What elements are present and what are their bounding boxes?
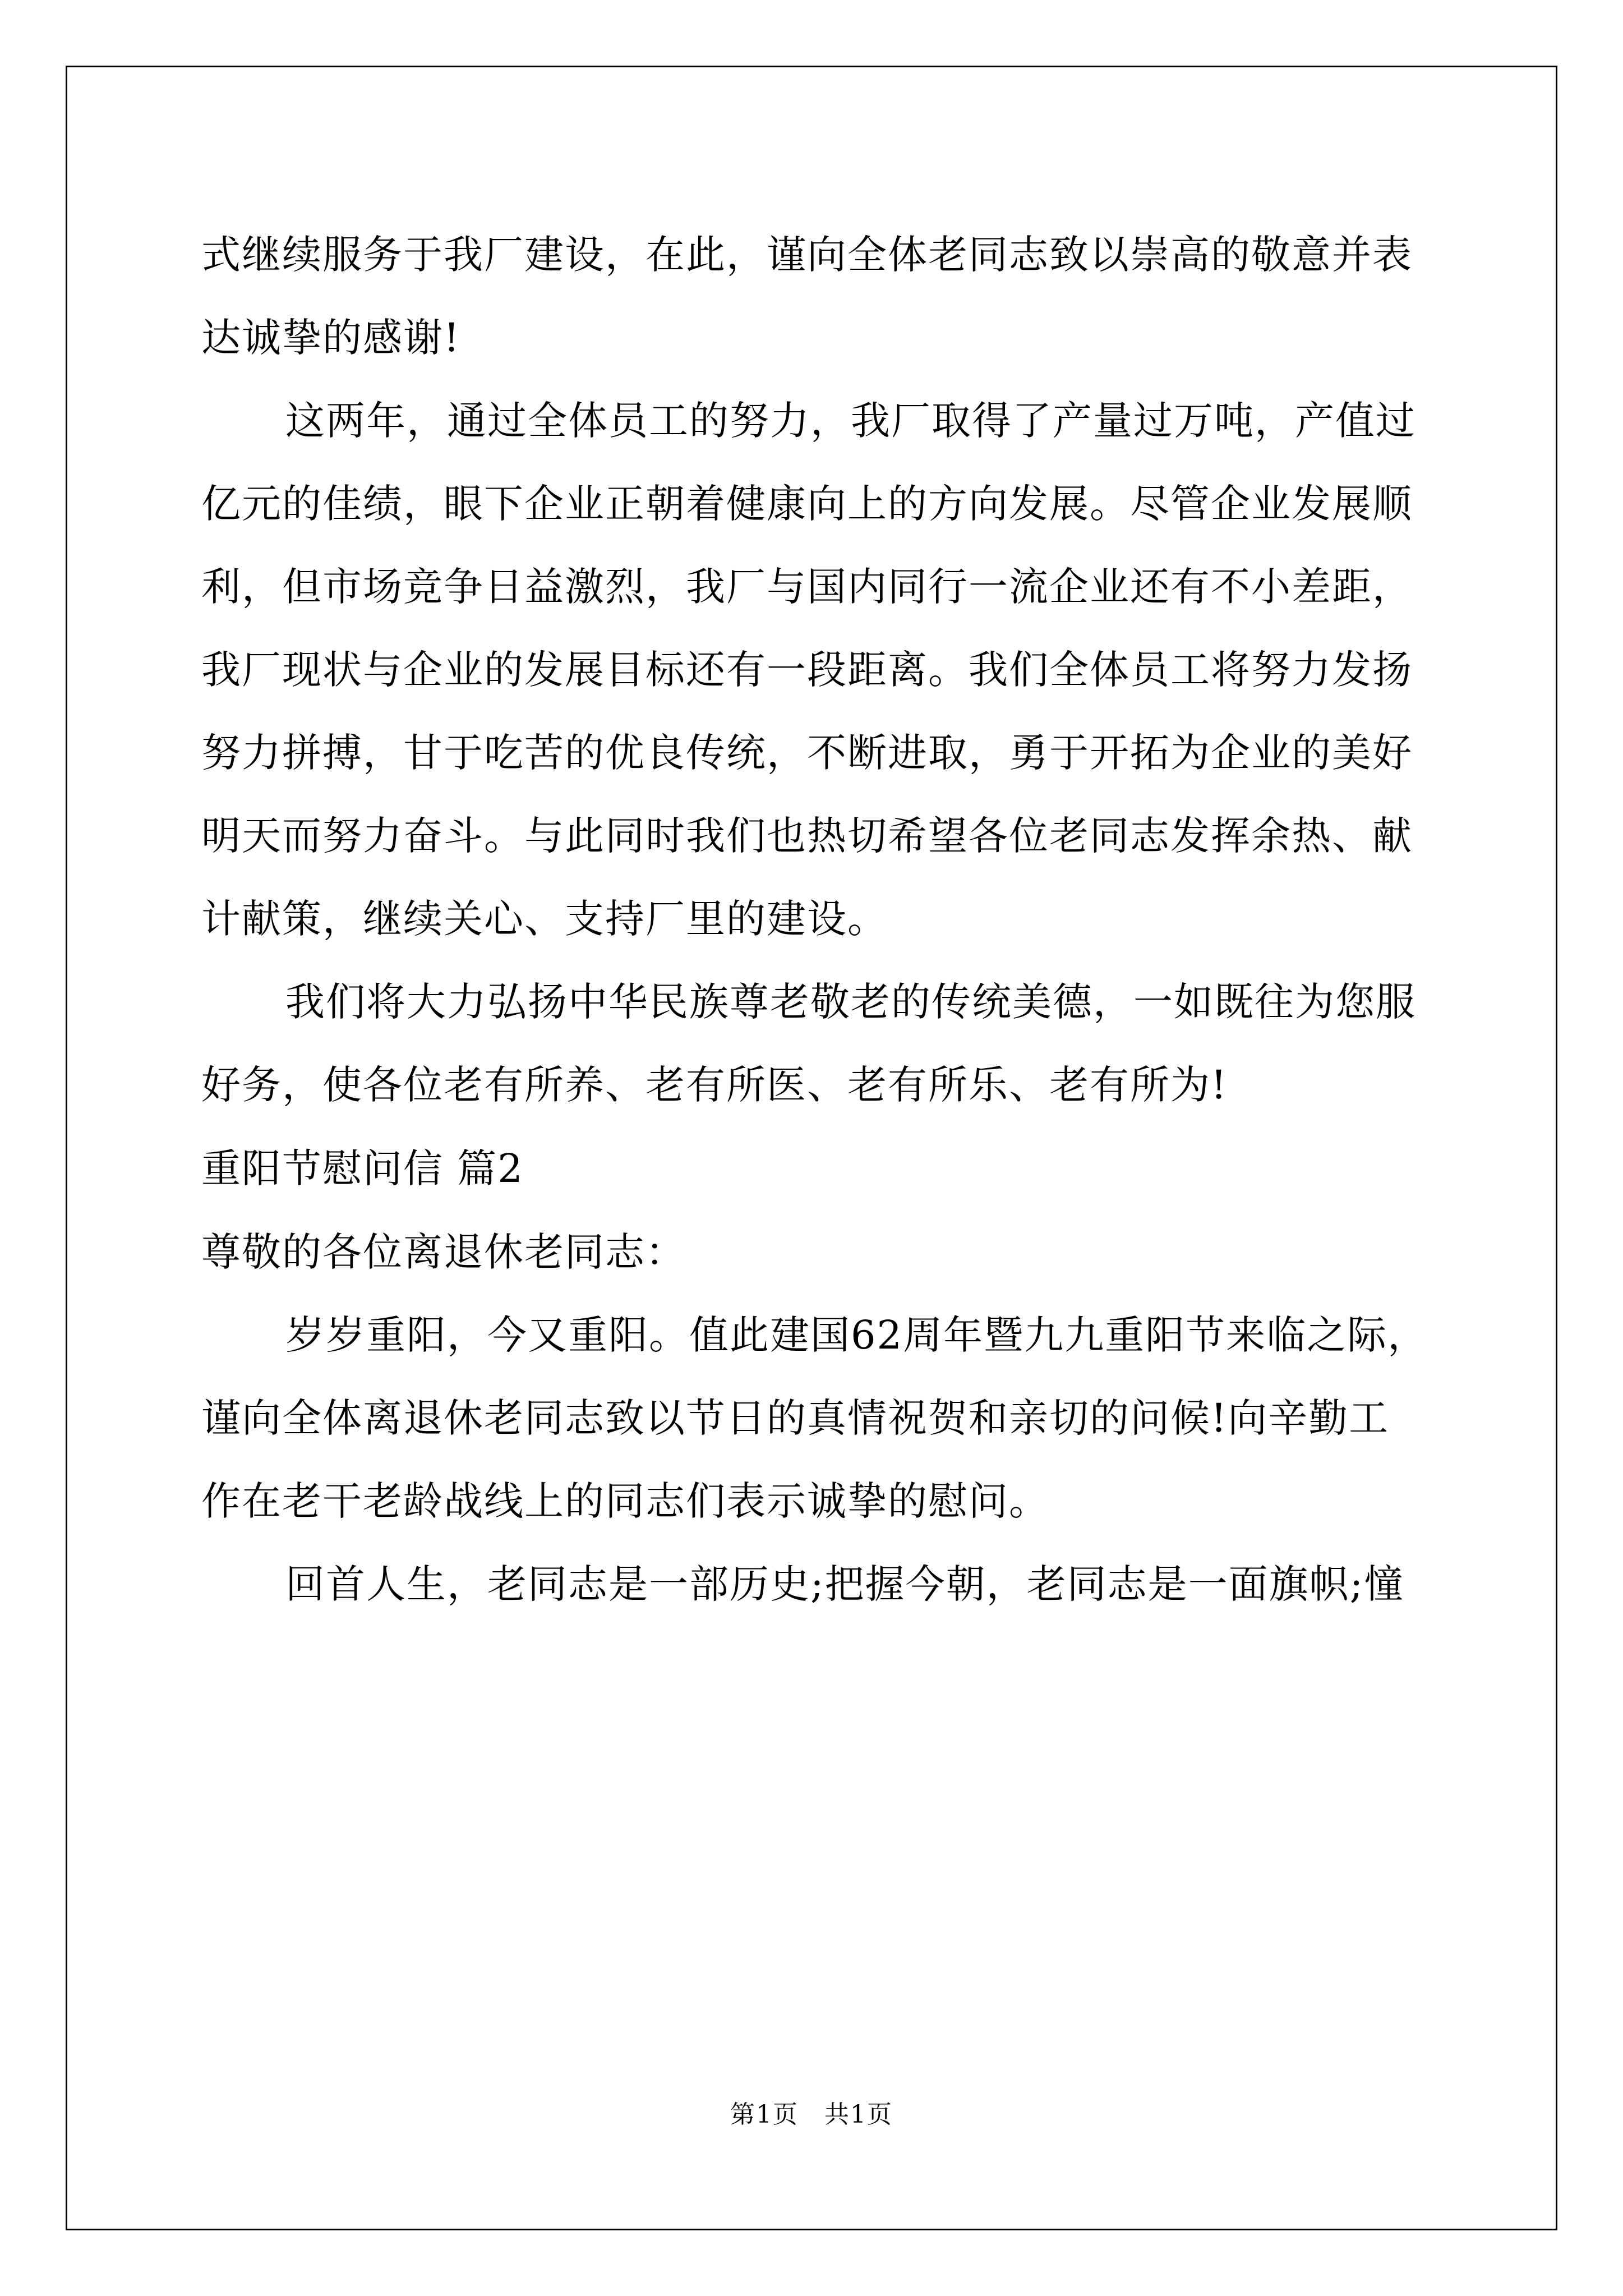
body-line: 我厂现状与企业的发展目标还有一段距离。我们全体员工将努力发扬 — [201, 647, 1413, 693]
body-line: 式继续服务于我厂建设，在此，谨向全体老同志致以崇高的敬意并表 — [201, 232, 1413, 278]
body-line: 亿元的佳绩，眼下企业正朝着健康向上的方向发展。尽管企业发展顺 — [201, 481, 1413, 527]
paragraph-first-line: 这两年，通过全体员工的努力，我厂取得了产量过万吨，产值过 — [285, 398, 1416, 444]
body-line: 谨向全体离退休老同志致以节日的真情祝贺和亲切的问候!向辛勤工 — [201, 1395, 1390, 1441]
paragraph-first-line: 岁岁重阳，今又重阳。值此建国62周年暨九九重阳节来临之际， — [285, 1312, 1428, 1358]
document-body — [201, 213, 1430, 1626]
body-line: 达诚挚的感谢! — [201, 315, 461, 361]
body-line: 明天而努力奋斗。与此同时我们也热切希望各位老同志发挥余热、献 — [201, 813, 1413, 859]
salutation: 尊敬的各位离退休老同志： — [201, 1229, 686, 1275]
body-line: 好务，使各位老有所养、老有所医、老有所乐、老有所为! — [201, 1062, 1228, 1108]
paragraph-first-line: 我们将大力弘扬中华民族尊老敬老的传统美德，一如既往为您服 — [285, 979, 1416, 1025]
page-footer: 第1页 共1页 — [730, 2100, 893, 2129]
body-line: 努力拼搏，甘于吃苦的优良传统，不断进取，勇于开拓为企业的美好 — [201, 730, 1413, 776]
body-line: 作在老干老龄战线上的同志们表示诚挚的慰问。 — [201, 1478, 1049, 1524]
paragraph-first-line: 回首人生，老同志是一部历史;把握今朝，老同志是一面旗帜;憧 — [285, 1561, 1405, 1607]
section-heading: 重阳节慰问信 篇2 — [201, 1145, 524, 1191]
body-line: 利，但市场竞争日益激烈，我厂与国内同行一流企业还有不小差距， — [201, 564, 1413, 610]
body-line: 计献策，继续关心、支持厂里的建设。 — [201, 896, 888, 942]
